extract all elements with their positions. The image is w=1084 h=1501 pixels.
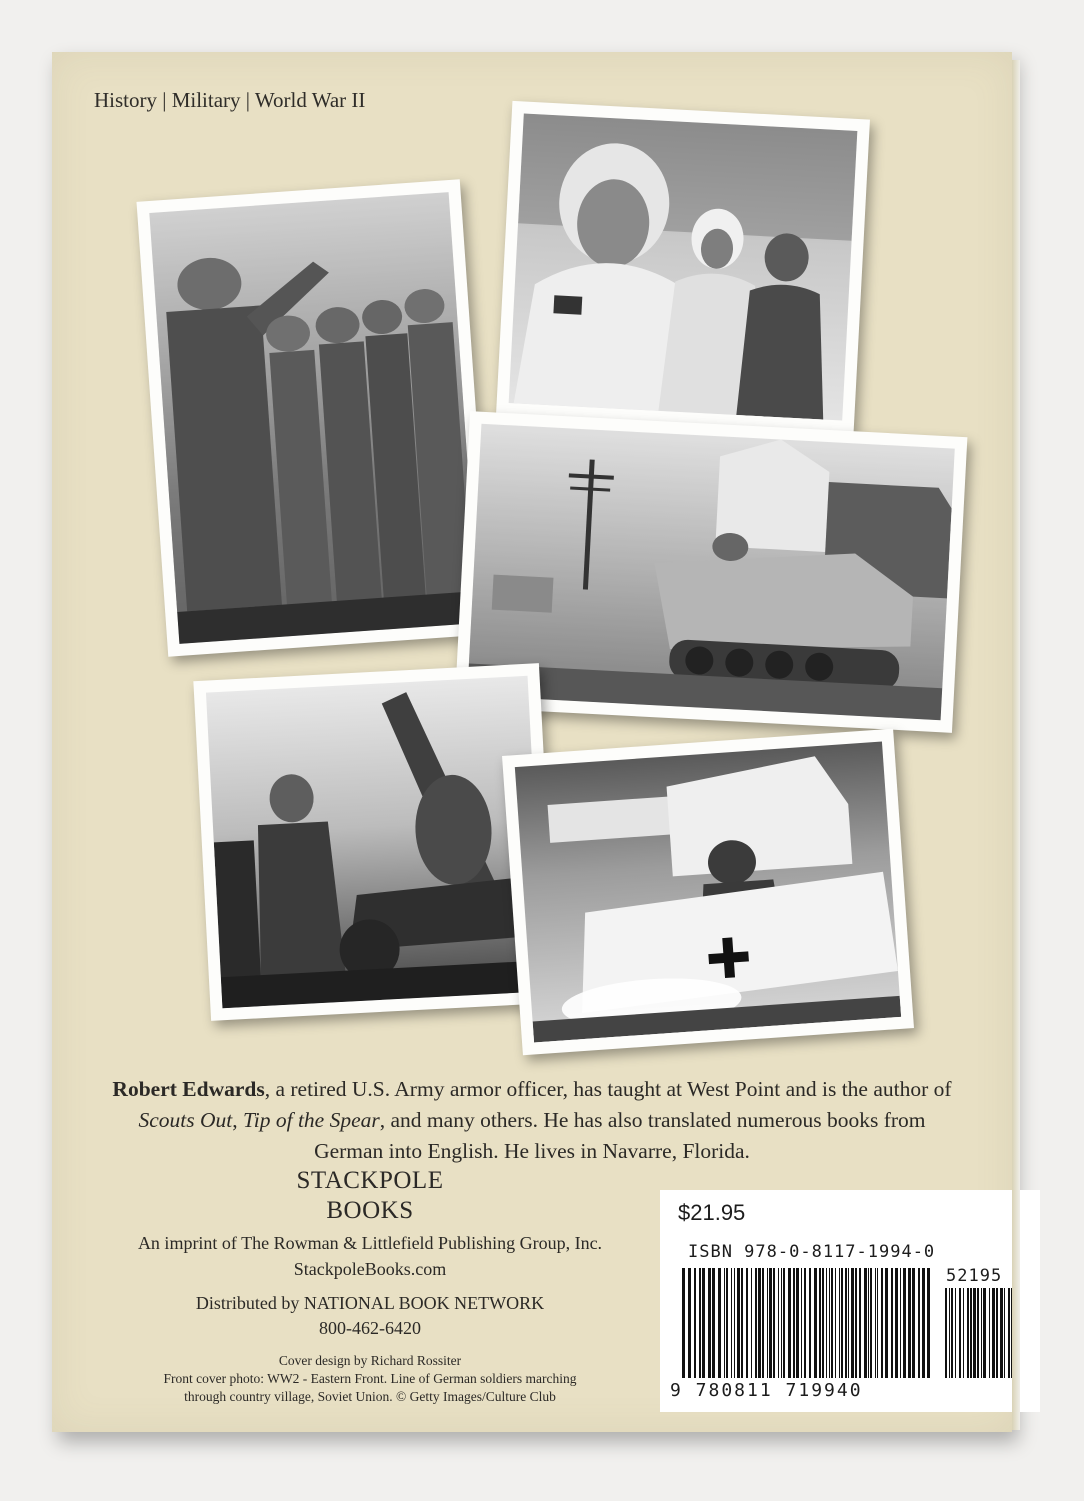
author-bio bbox=[110, 1074, 954, 1167]
addon-code: 52195 bbox=[946, 1266, 1003, 1286]
credit-front-photo-2: through country village, Soviet Union. © Getty Images/Culture Club bbox=[184, 1389, 556, 1404]
barcode-bar bbox=[835, 1268, 836, 1378]
photo-image bbox=[149, 192, 478, 644]
barcode-bar bbox=[702, 1268, 705, 1378]
barcode-bar bbox=[967, 1288, 969, 1378]
barcode-bar bbox=[737, 1268, 740, 1378]
photo-field-artillery bbox=[193, 663, 556, 1021]
photo-image bbox=[515, 742, 901, 1043]
barcode-bar bbox=[951, 1288, 953, 1378]
credit-cover-design: Cover design by Richard Rossiter bbox=[278, 1353, 462, 1368]
photo-image bbox=[467, 424, 955, 720]
barcode-bar bbox=[688, 1268, 691, 1378]
barcode-bar bbox=[981, 1288, 982, 1378]
photo-soldiers-briefing bbox=[136, 179, 491, 656]
barcode-bar bbox=[708, 1268, 711, 1378]
barcode-bar bbox=[746, 1268, 748, 1378]
photo-tank-commander bbox=[502, 729, 914, 1056]
artillery-illustration bbox=[206, 676, 544, 1008]
barcode-bar bbox=[841, 1268, 843, 1378]
barcode-bar bbox=[875, 1268, 876, 1378]
barcode-bar bbox=[758, 1268, 761, 1378]
barcode-bar bbox=[822, 1268, 824, 1378]
book-title-tip-of-the-spear: Tip of the Spear bbox=[242, 1108, 380, 1132]
winter-soldiers-illustration bbox=[509, 113, 858, 420]
barcode-bar bbox=[773, 1268, 775, 1378]
barcode-bar bbox=[829, 1268, 830, 1378]
barcode-bar bbox=[694, 1268, 696, 1378]
barcode-bar bbox=[778, 1268, 779, 1378]
barcode-bar bbox=[877, 1268, 878, 1378]
barcode-bar bbox=[724, 1268, 725, 1378]
barcode-bar bbox=[955, 1288, 956, 1378]
author-name: Robert Edwards bbox=[112, 1077, 265, 1101]
genre-label: History | Military | World War II bbox=[94, 88, 366, 112]
barcode-bar bbox=[839, 1268, 840, 1378]
barcode-bar bbox=[918, 1268, 920, 1378]
publisher-imprint: An imprint of The Rowman & Littlefield Publishing Group, Inc. bbox=[137, 1233, 603, 1253]
barcode-bar bbox=[927, 1268, 930, 1378]
barcode-bar bbox=[1000, 1288, 1003, 1378]
barcode-bar bbox=[769, 1268, 772, 1378]
isbn-label: ISBN 978-0-8117-1994-0 bbox=[688, 1242, 936, 1262]
publisher-website: StackpoleBooks.com bbox=[293, 1259, 447, 1279]
barcode-bar bbox=[959, 1288, 961, 1378]
barcode-bar bbox=[949, 1288, 950, 1378]
barcode-bar bbox=[801, 1268, 802, 1378]
barcode-bar bbox=[781, 1268, 782, 1378]
tank-illustration bbox=[515, 742, 901, 1043]
barcode-bar bbox=[809, 1268, 811, 1378]
bio-text-1: , a retired U.S. Army armor officer, has taught at West Point and is the author of bbox=[264, 1077, 952, 1101]
barcode-bar bbox=[845, 1268, 847, 1378]
halftrack-illustration bbox=[467, 424, 955, 720]
barcode-bar bbox=[912, 1268, 915, 1378]
barcode-bar bbox=[945, 1288, 947, 1378]
barcode-bar bbox=[851, 1268, 854, 1378]
barcode-bar bbox=[699, 1268, 701, 1378]
barcode-bar bbox=[870, 1268, 872, 1378]
publisher-name-2: BOOKS bbox=[326, 1197, 414, 1224]
credit-front-photo-1: Front cover photo: WW2 - Eastern Front. Line of German soldiers marching bbox=[163, 1371, 577, 1386]
barcode-bar bbox=[734, 1268, 735, 1378]
barcode-bar bbox=[900, 1268, 901, 1378]
book-back-cover bbox=[52, 52, 1012, 1432]
soldiers-illustration bbox=[149, 192, 478, 644]
photo-image bbox=[206, 676, 544, 1008]
barcode-bar bbox=[731, 1268, 732, 1378]
barcode-bar bbox=[891, 1268, 893, 1378]
barcode-bar bbox=[881, 1268, 883, 1378]
barcode-bar bbox=[1004, 1288, 1005, 1378]
barcode-bar bbox=[796, 1268, 799, 1378]
barcode-bar bbox=[922, 1268, 925, 1378]
barcode-bar bbox=[793, 1268, 795, 1378]
barcode-bar bbox=[963, 1288, 964, 1378]
barcode-bar bbox=[712, 1268, 715, 1378]
book-page-edge bbox=[1012, 60, 1020, 1430]
barcode-bar bbox=[868, 1268, 869, 1378]
book-title-scouts-out: Scouts Out bbox=[138, 1108, 233, 1132]
distributor-phone: 800-462-6420 bbox=[319, 1318, 421, 1338]
barcode-bar bbox=[1008, 1288, 1010, 1378]
ean-barcode bbox=[682, 1268, 932, 1378]
price-label: $21.95 bbox=[678, 1200, 746, 1225]
bio-separator: , bbox=[232, 1108, 243, 1132]
barcode-bar bbox=[804, 1268, 806, 1378]
barcode-bar bbox=[970, 1288, 972, 1378]
barcode-bar bbox=[682, 1268, 685, 1378]
barcode-bar bbox=[741, 1268, 743, 1378]
barcode-sticker bbox=[660, 1190, 1040, 1412]
barcode-bar bbox=[783, 1268, 785, 1378]
barcode-bar bbox=[831, 1268, 833, 1378]
barcode-bar bbox=[908, 1268, 911, 1378]
barcode-bar bbox=[819, 1268, 821, 1378]
barcode-bar bbox=[751, 1268, 752, 1378]
barcode-bar bbox=[855, 1268, 857, 1378]
distributor: Distributed by NATIONAL BOOK NETWORK bbox=[195, 1293, 545, 1313]
barcode-bar bbox=[903, 1268, 906, 1378]
barcode-bar bbox=[977, 1288, 979, 1378]
barcode-bar bbox=[973, 1288, 976, 1378]
bio-text-2: , and many others. He has also translated numerous books from German into English. He lives in Navarre, Florida. bbox=[314, 1108, 926, 1163]
barcode-bar bbox=[864, 1268, 867, 1378]
barcode-bar bbox=[895, 1268, 898, 1378]
barcode-bar bbox=[726, 1268, 728, 1378]
barcode-bar bbox=[859, 1268, 861, 1378]
barcode-bar bbox=[718, 1268, 721, 1378]
barcode-bar bbox=[885, 1268, 888, 1378]
barcode-bar bbox=[996, 1288, 998, 1378]
barcode-bar bbox=[788, 1268, 791, 1378]
photo-winter-camouflage bbox=[496, 101, 870, 433]
barcode-bar bbox=[992, 1288, 995, 1378]
barcode-bar bbox=[762, 1268, 764, 1378]
publisher-name-1: STACKPOLE bbox=[296, 1167, 444, 1194]
barcode-bar bbox=[989, 1288, 990, 1378]
barcode-bar bbox=[755, 1268, 757, 1378]
barcode-digits: 9 780811 719940 bbox=[670, 1380, 863, 1401]
barcode-bar bbox=[767, 1268, 768, 1378]
barcode-bar bbox=[826, 1268, 827, 1378]
photo-image bbox=[509, 113, 858, 420]
barcode-bar bbox=[983, 1288, 986, 1378]
barcode-bar bbox=[814, 1268, 817, 1378]
barcode-bar bbox=[848, 1268, 849, 1378]
